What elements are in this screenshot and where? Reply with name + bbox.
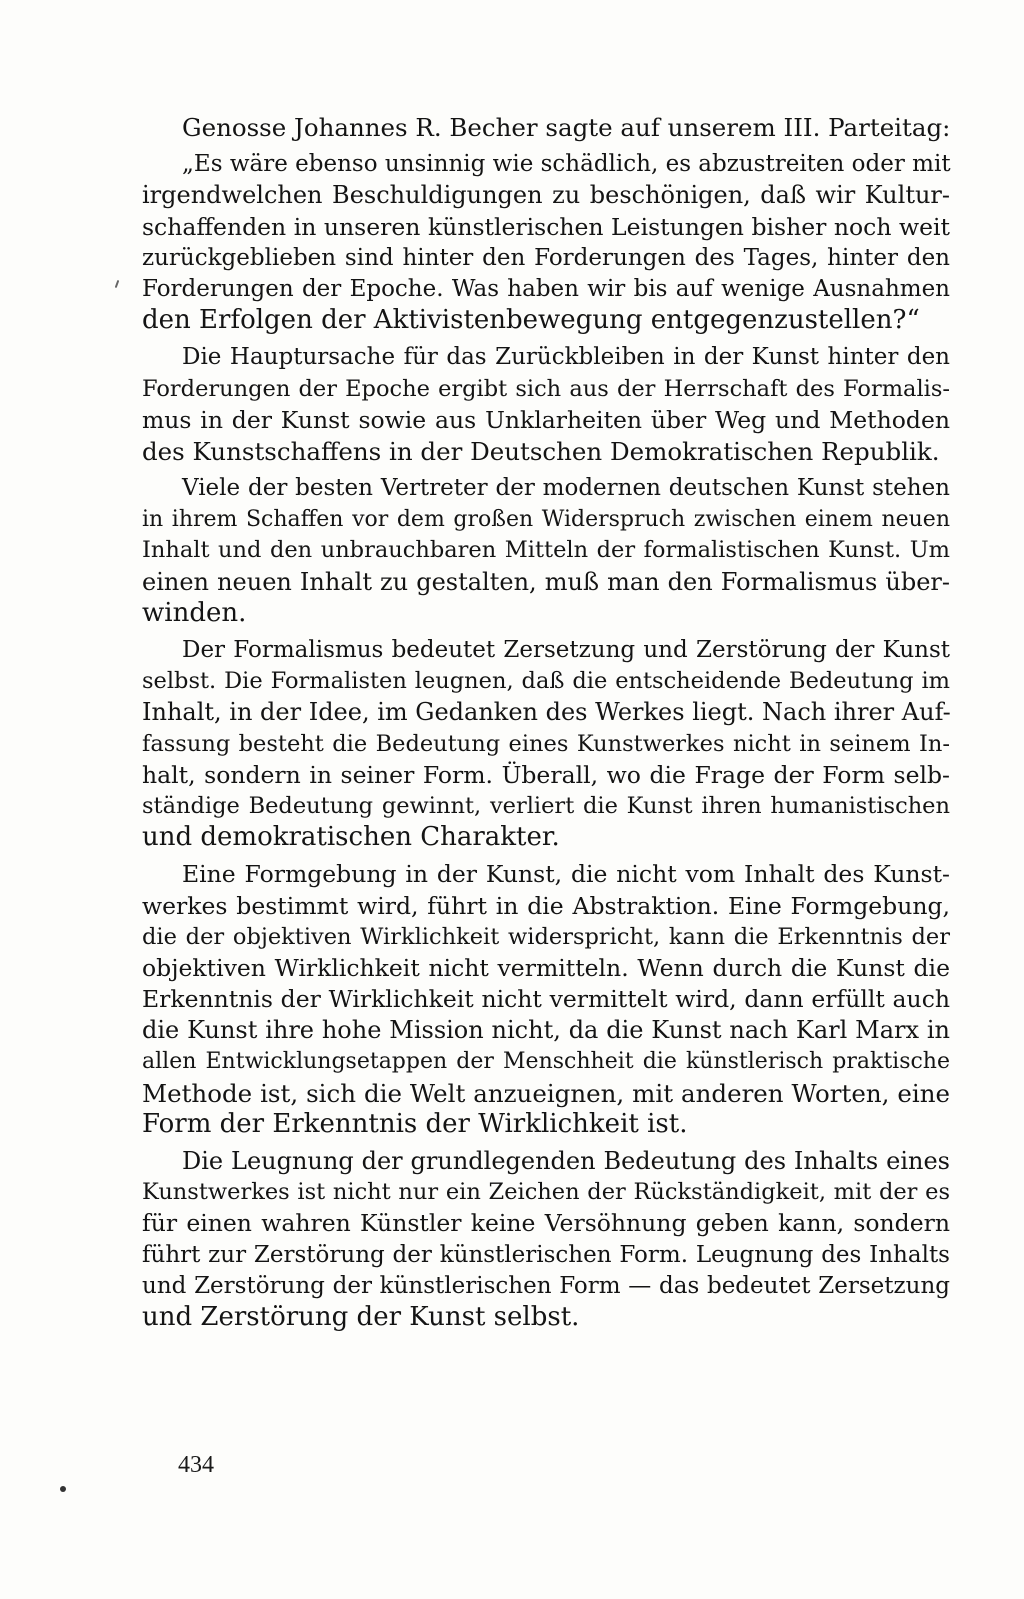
text-line: die der objektiven Wirklichkeit widerspricht, kann die Erkenntnis der bbox=[142, 923, 950, 950]
text-line: die Kunst ihre hohe Mission nicht, da die Kunst nach Karl Marx in bbox=[142, 1016, 950, 1045]
text-line: selbst. Die Formalisten leugnen, daß die entscheidende Bedeutung im bbox=[142, 668, 950, 695]
text-line: irgendwelchen Beschuldigungen zu beschönigen, daß wir Kultur- bbox=[142, 181, 950, 210]
text-line: in ihrem Schaffen vor dem großen Widerspruch zwischen einem neuen bbox=[142, 507, 950, 533]
text-line: Inhalt und den unbrauchbaren Mitteln der formalistischen Kunst. Um bbox=[142, 537, 950, 564]
text-line: für einen wahren Künstler keine Versöhnung geben kann, sondern bbox=[142, 1209, 950, 1238]
text-line: Genosse Johannes R. Becher sagte auf unserem III. Parteitag: bbox=[182, 113, 951, 142]
text-line: und Zerstörung der künstlerischen Form — das bedeutet Zersetzung bbox=[142, 1272, 950, 1299]
text-line: halt, sondern in seiner Form. Überall, wo die Frage der Form selb- bbox=[142, 760, 950, 789]
page-speck-mark bbox=[60, 1486, 66, 1492]
text-line: Die Hauptursache für das Zurückbleiben in der Kunst hinter den bbox=[182, 344, 950, 371]
paragraph bbox=[142, 342, 950, 467]
paragraph bbox=[142, 473, 950, 629]
text-line: zurückgeblieben sind hinter den Forderungen des Tages, hinter den bbox=[142, 244, 950, 271]
paragraph bbox=[142, 112, 950, 143]
margin-tick-mark bbox=[115, 280, 120, 288]
text-line: winden. bbox=[142, 597, 247, 628]
text-line: führt zur Zerstörung der künstlerischen Form. Leugnung des Inhalts bbox=[142, 1241, 950, 1268]
text-line: fassung besteht die Bedeutung eines Kunstwerkes nicht in seinem In- bbox=[142, 730, 950, 757]
text-line: den Erfolgen der Aktivistenbewegung entgegenzustellen?“ bbox=[142, 305, 920, 336]
text-line: Methode ist, sich die Welt anzueignen, mit anderen Worten, eine bbox=[142, 1078, 950, 1108]
text-line: Die Leugnung der grundlegenden Bedeutung des Inhalts eines bbox=[182, 1147, 950, 1175]
body-text bbox=[142, 112, 950, 1339]
text-line: objektiven Wirklichkeit nicht vermitteln. Wenn durch die Kunst die bbox=[142, 953, 950, 982]
text-line: einen neuen Inhalt zu gestalten, muß man den Formalismus über- bbox=[142, 567, 950, 596]
text-line: ständige Bedeutung gewinnt, verliert die Kunst ihren humanistischen bbox=[142, 792, 950, 819]
text-line: werkes bestimmt wird, führt in die Abstraktion. Eine Formgebung, bbox=[142, 891, 950, 920]
text-line: Erkenntnis der Wirklichkeit nicht vermittelt wird, dann erfüllt auch bbox=[142, 985, 950, 1014]
text-line: des Kunstschaffens in der Deutschen Demokratischen Republik. bbox=[142, 436, 940, 466]
paragraph bbox=[142, 635, 950, 853]
text-line: Inhalt, in der Idee, im Gedanken des Werkes liegt. Nach ihrer Auf- bbox=[142, 698, 951, 727]
text-line: Eine Formgebung in der Kunst, die nicht vom Inhalt des Kunst- bbox=[182, 860, 950, 889]
page-number: 434 bbox=[178, 1452, 214, 1478]
text-line: und Zerstörung der Kunst selbst. bbox=[142, 1301, 580, 1332]
paragraph bbox=[142, 1146, 950, 1333]
text-line: schaffenden in unseren künstlerischen Leistungen bisher noch weit bbox=[142, 212, 950, 241]
paragraph bbox=[142, 859, 950, 1140]
text-line: „Es wäre ebenso unsinnig wie schädlich, es abzustreiten oder mit bbox=[182, 151, 951, 178]
text-line: allen Entwicklungsetappen der Menschheit die künstlerisch praktische bbox=[142, 1049, 950, 1075]
text-line: Forderungen der Epoche ergibt sich aus der Herrschaft des Formalis- bbox=[142, 375, 950, 402]
text-line: mus in der Kunst sowie aus Unklarheiten über Weg und Methoden bbox=[142, 405, 950, 434]
text-line: Kunstwerkes ist nicht nur ein Zeichen der Rückständigkeit, mit der es bbox=[142, 1179, 950, 1206]
text-line: Forderungen der Epoche. Was haben wir bis auf wenige Ausnahmen bbox=[142, 275, 950, 302]
text-line: Viele der besten Vertreter der modernen deutschen Kunst stehen bbox=[182, 475, 950, 502]
paragraph bbox=[142, 149, 950, 336]
text-line: und demokratischen Charakter. bbox=[142, 822, 560, 853]
text-line: Der Formalismus bedeutet Zersetzung und Zerstörung der Kunst bbox=[182, 637, 950, 663]
text-line: Form der Erkenntnis der Wirklichkeit ist. bbox=[142, 1108, 688, 1139]
